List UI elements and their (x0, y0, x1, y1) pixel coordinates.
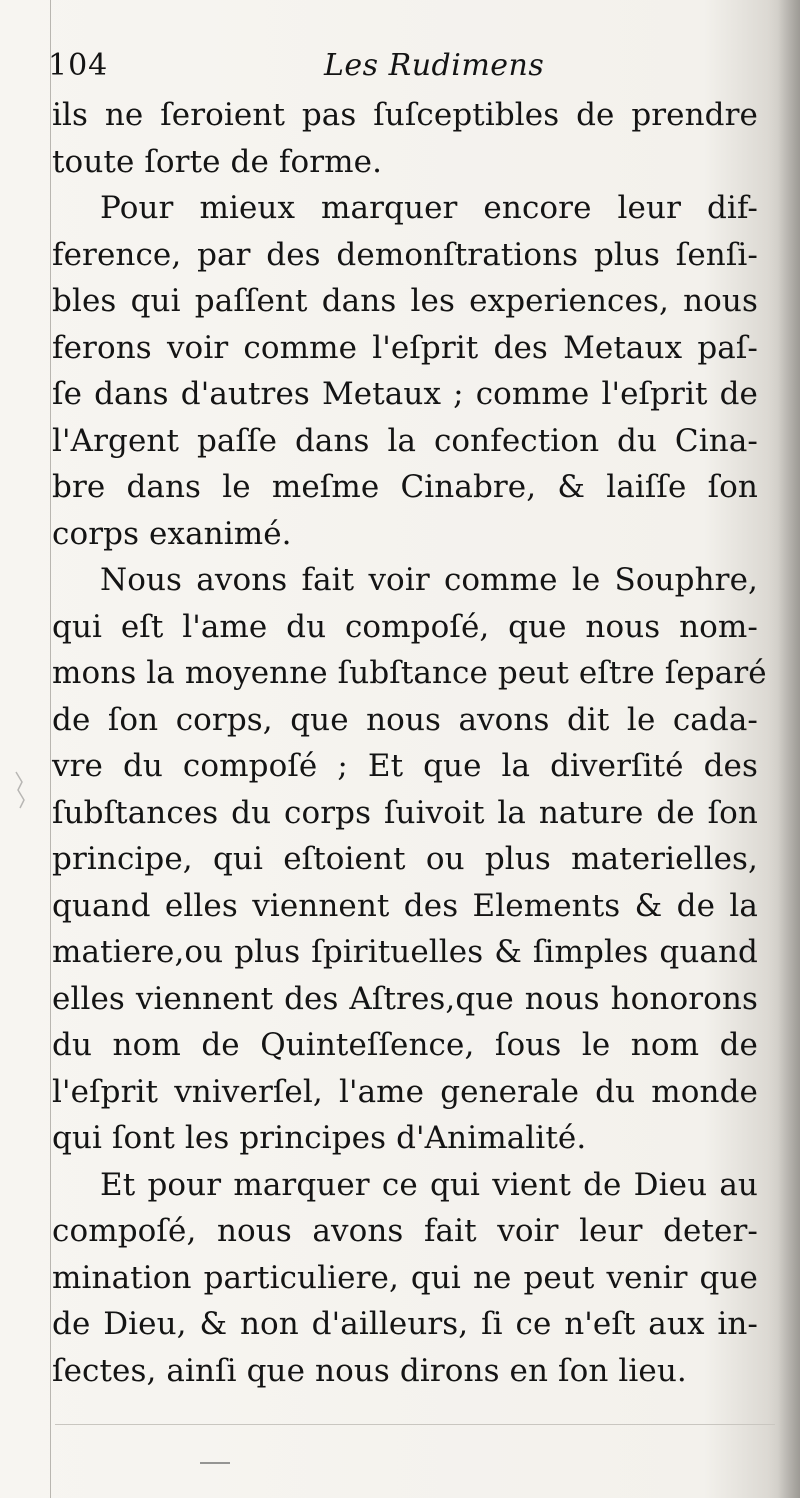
text-line: ferons voir comme l'eſprit des Metaux paſ- (52, 329, 758, 366)
text-line: qui eſt l'ame du compoſé, que nous nom- (52, 608, 758, 645)
text-line: ils ne ſeroient pas ſuſceptibles de prendre (52, 97, 758, 133)
text-line: mons la moyenne ſubſtance peut eſtre ſeparé (52, 655, 767, 691)
margin-smudge (12, 770, 30, 810)
text-line: qui ſont les principes d'Animalité. (52, 1120, 587, 1156)
footer-mark (200, 1462, 230, 1464)
text-line: ference, par des demonſtrations plus ſenſi- (52, 236, 758, 273)
text-line: Pour mieux marquer encore leur dif- (100, 190, 758, 226)
text-line: elles viennent des Aſtres,que nous honorons (52, 980, 758, 1017)
text-line: toute ſorte de forme. (52, 143, 383, 180)
text-line: du nom de Quinteſſence, ſous le nom de (52, 1027, 758, 1063)
text-line: principe, qui eſtoient ou plus materielles, (52, 841, 758, 877)
text-line: l'Argent paſſe dans la confection du Cina- (52, 422, 758, 459)
page-edge-shadow (778, 0, 800, 1498)
running-head: Les Rudimens (324, 48, 545, 83)
text-line: de Dieu, & non d'ailleurs, ſi ce n'eſt aux in- (52, 1306, 758, 1342)
text-line: Et pour marquer ce qui vient de Dieu au (100, 1166, 758, 1203)
page-header (48, 44, 762, 92)
text-line: ſectes, ainſi que nous dirons en ſon lieu. (52, 1352, 687, 1389)
text-line: vre du compoſé ; Et que la diverſité des (52, 748, 758, 784)
text-line: Nous avons fait voir comme le Souphre, (100, 562, 758, 598)
text-line: l'eſprit vniverſel, l'ame generale du monde (52, 1073, 758, 1110)
text-line: quand elles viennent des Elements & de la (52, 887, 758, 924)
page-number: 104 (48, 48, 109, 83)
body-text (52, 92, 767, 1394)
text-line: bre dans le meſme Cinabre, & laiſſe ſon (52, 469, 758, 505)
text-line: de ſon corps, que nous avons dit le cada- (52, 701, 758, 738)
text-line: corps exanimé. (52, 515, 292, 552)
text-line: matiere,ou plus ſpirituelles & ſimples quand (52, 934, 758, 970)
bottom-rule (55, 1424, 775, 1425)
text-line: ſe dans d'autres Metaux ; comme l'eſprit de (52, 376, 758, 412)
gutter-line (50, 0, 51, 1498)
text-line: ſubſtances du corps ſuivoit la nature de ſon (52, 794, 758, 831)
text-line: compoſé, nous avons fait voir leur deter- (52, 1213, 758, 1249)
text-line: bles qui paſſent dans les experiences, nous (52, 283, 758, 319)
text-line: mination particuliere, qui ne peut venir que (52, 1259, 758, 1296)
